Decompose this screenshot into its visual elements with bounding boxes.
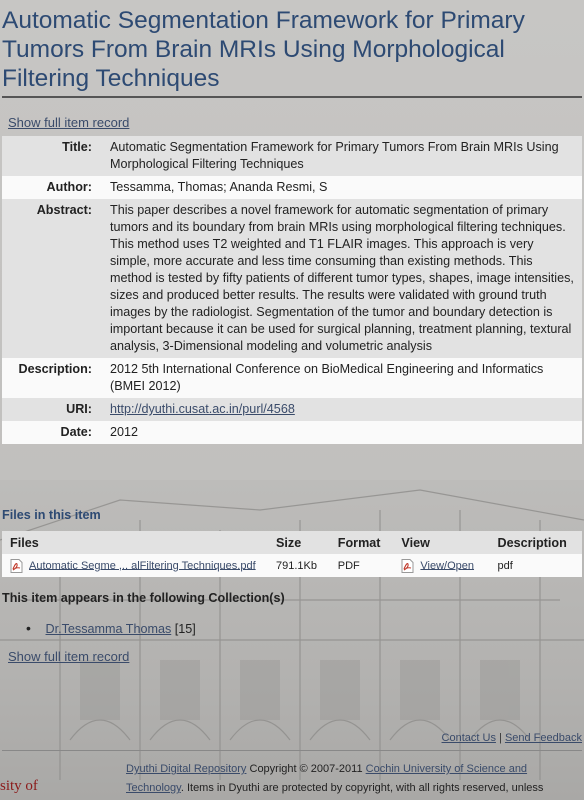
author-label: Author: [46, 180, 92, 194]
description-value: 2012 5th International Conference on BioMedical Engineering and Informatics (BMEI 2012) [110, 362, 544, 393]
repository-link[interactable]: Dyuthi Digital Repository [126, 763, 247, 775]
files-col-header: Files [2, 531, 268, 554]
title-label: Title: [62, 140, 92, 154]
metadata-row-author [2, 176, 582, 199]
metadata-row-date [2, 421, 582, 444]
send-feedback-link[interactable]: Send Feedback [504, 732, 582, 744]
view-open-link[interactable]: View/Open [420, 559, 475, 572]
rights-text: . Items in Dyuthi are protected by copyright, with all rights reserved, unless [180, 782, 544, 794]
footer-links [442, 732, 582, 744]
files-heading: Files in this item [2, 508, 101, 522]
collection-link[interactable]: Dr.Tessamma Thomas [45, 622, 172, 636]
title-divider [2, 96, 582, 98]
description-col-header: Description [489, 531, 582, 554]
format-col-header: Format [330, 531, 394, 554]
file-format: PDF [330, 554, 394, 577]
files-table [2, 531, 582, 577]
page-title: Automatic Segmentation Framework for Primary Tumors From Brain MRIs Using Morphological Filtering Techniques [2, 7, 525, 92]
collections-heading: This item appears in the following Collection(s) [2, 591, 285, 605]
pdf-file-icon [401, 559, 414, 573]
footer-separator: | [499, 732, 502, 744]
abstract-label: Abstract: [36, 203, 92, 217]
show-full-record-link[interactable]: Show full item record [8, 115, 130, 130]
contact-us-link[interactable]: Contact Us [441, 732, 496, 744]
file-size: 791.1Kb [268, 554, 330, 577]
show-full-record-link-bottom[interactable]: Show full item record [8, 649, 130, 664]
pdf-file-icon [10, 559, 23, 573]
metadata-row-abstract [2, 199, 582, 358]
metadata-row-uri [2, 398, 582, 421]
view-col-header: View [393, 531, 489, 554]
uri-link[interactable]: http://dyuthi.cusat.ac.in/purl/4568 [110, 402, 295, 416]
list-item [26, 620, 196, 636]
size-col-header: Size [268, 531, 330, 554]
title-value: Automatic Segmentation Framework for Primary Tumors From Brain MRIs Using Morphological Filtering Techniques [110, 140, 559, 171]
metadata-row-title [2, 136, 582, 176]
files-header-row [2, 531, 582, 554]
footer-divider [2, 750, 582, 751]
file-name-link[interactable]: Automatic Segme ,.. alFiltering Techniques.pdf [29, 559, 256, 572]
abstract-value: This paper describes a novel framework for automatic segmentation of primary tumors and its boundary from brain MRIs using morphological filtering techniques. This method uses T2 weighted and T1 FLAIR images. This approach is very simple, more accurate and less time consuming than existing methods. This method is tested by fifty patients of different tumor types, shapes, image intensities, sizes and produced better results. The results were validated with ground truth images by the radiologist. Segmentation of the tumor and boundary detection is important because it can be used for surgical planning, treatment planning, textural analysis, 3-Dimensional modeling and volumetric analysis [110, 203, 574, 353]
date-value: 2012 [110, 425, 139, 439]
date-label: Date: [60, 425, 92, 439]
footer-copyright [126, 760, 566, 798]
uri-label: URI: [66, 402, 92, 416]
copyright-text: Copyright © 2007-2011 [246, 763, 366, 775]
metadata-row-description [2, 358, 582, 398]
collections-list [26, 620, 196, 636]
author-value: Tessamma, Thomas; Ananda Resmi, S [110, 180, 328, 194]
description-label: Description: [18, 362, 92, 376]
file-description: pdf [489, 554, 582, 577]
university-logo-text: sity of [0, 778, 38, 794]
university-link[interactable]: Cochin University of Science and Technology [126, 763, 528, 794]
item-metadata-table [2, 136, 582, 444]
collection-count: [15] [174, 622, 196, 636]
file-row [2, 554, 582, 577]
